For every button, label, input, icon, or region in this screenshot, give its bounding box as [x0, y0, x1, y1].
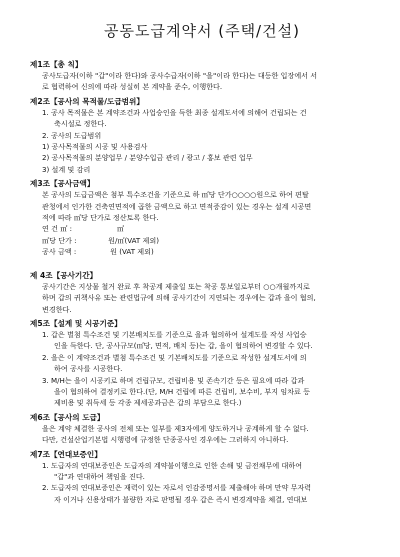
article-1	[30, 59, 374, 93]
article-4	[30, 270, 374, 315]
article-3-heading: 제3조【공사금액】	[30, 179, 95, 189]
article-3-line: 본 공사의 도급금액은 첨부 특수조건을 기준으로 하 ㎡당 단가○○○○원으로 하여 편탈	[42, 190, 309, 200]
article-5-line: 하여 공사를 시공한다.	[54, 364, 123, 374]
article-5-line: 3. M/H는 을이 시공키로 하며 건립규모, 건립비용 및 존속기간 등은 필요에 따라 갑과	[42, 375, 305, 385]
article-3-unit-price: ㎡당 단가 : 원/㎡(VAT 제외)	[42, 235, 159, 245]
article-2-heading: 제2조【공사의 목적물/도급범위】	[30, 96, 144, 106]
article-7	[30, 449, 374, 506]
article-4-line: 변경한다.	[42, 304, 72, 314]
article-4-line: 하며 갑의 귀책사유 또는 관련법규에 의해 공사기간이 지연되는 경우에는 갑과 을이 협의,	[42, 293, 316, 303]
article-2-line: 2) 공사목적물의 분양업무 / 분양수입금 관리 / 광고 / 홍보 관련 업무	[42, 153, 253, 163]
article-5-line: 인을 득한다. 단, 공사규모(㎡당, 면적, 배치 등)는 갑, 을이 협의하여 변경할 수 있다.	[54, 341, 313, 351]
article-3-amount: 공사 금액 : 원 (VAT 제외)	[42, 247, 154, 257]
article-6-line: 을은 계약 체결한 공사의 전체 또는 일부를 제3자에게 양도하거나 공계하게 할 수 없다.	[42, 423, 309, 433]
article-1-line: 로 협력하여 신의에 따라 성실히 본 계약을 준수, 이행한다.	[42, 82, 223, 92]
article-4-line: 공사기간은 지상물 철거 완료 후 착공계 제출일 또는 착공 통보일로부터 ○○개월까지로	[42, 281, 310, 291]
article-2-line: 1) 공사목적물의 시공 및 사용검사	[42, 142, 148, 152]
article-6-heading: 제6조【공사의 도급】	[30, 412, 105, 422]
article-3-line: 적에 따라 ㎡당 단가로 정산토록 한다.	[42, 213, 159, 223]
article-3	[30, 178, 374, 257]
article-5-line: 을이 협의하여 결정키로 한다.(단, M/H 건립에 따른 건립비, 보수비, 부지 임차료 등	[54, 386, 311, 396]
article-5-line: 1. 갑은 별첨 특수조건 및 기본배치도를 기준으로 을과 협의하여 설계도를 작성 사업승	[42, 329, 307, 339]
article-1-line: 공사도급자(이하 "갑"이라 한다)와 공사수급자(이하 "을"이라 한다)는 대등한 입장에서 서	[42, 71, 318, 80]
document-title: 공동도급계약서 (주택/건설)	[104, 22, 300, 40]
article-6-line: 다만, 건설산업기본법 시행령에 규정한 단종공사인 경우에는 그러하지 아니하다.	[42, 435, 289, 445]
article-7-line: 자 이거나 신용상태가 불량한 자로 판명될 경우 갑은 즉시 변경계약을 체결, 연대보	[54, 494, 308, 504]
article-7-heading: 제7조【연대보증인】	[30, 449, 102, 459]
article-2-line: 축시설로 정한다.	[54, 119, 107, 129]
article-7-line: 2. 도급자의 연대보증인은 재력이 있는 자로서 인감증명서를 제출해야 하며 만약 무자력	[42, 483, 312, 493]
article-5-heading: 제5조【설계 및 시공기준】	[30, 318, 122, 328]
article-5	[30, 318, 374, 409]
article-7-line: "갑"과 연대하여 책임을 진다.	[54, 471, 145, 481]
article-4-heading: 제 4조【공사기간】	[30, 270, 98, 280]
article-3-area: 연 건 ㎡ : ㎡	[42, 224, 125, 234]
article-7-line: 1. 도급자의 연대보증인은 도급자의 계약불이행으로 인한 손해 및 금전채무에 대하여	[42, 460, 303, 470]
article-6	[30, 412, 374, 446]
article-5-line: 2. 을은 이 계약조건과 별첨 특수조건 및 기본배치도를 기준으로 작성한 설계도서에 의	[42, 352, 307, 362]
section-spacer	[30, 261, 374, 270]
article-2	[30, 96, 374, 175]
article-2-line: 1. 공사 목적물은 본 계약조건과 사업승인을 득한 최종 설계도서에 의해여 건립되는 건	[42, 107, 307, 117]
article-2-line: 2. 공사의 도급범위	[42, 130, 102, 140]
article-1-heading: 제1조【총 칙】	[30, 60, 83, 69]
article-2-line: 3) 설계 및 감리	[42, 164, 91, 174]
article-3-line: 관청에서 인가한 건축연면적에 곱한 금액으로 하고 면적증감이 있는 경우는 설계 시공면	[42, 201, 312, 211]
article-5-line: 제비용 및 취득세 등 각종 제세공과금은 갑의 부담으로 한다.)	[54, 398, 242, 408]
